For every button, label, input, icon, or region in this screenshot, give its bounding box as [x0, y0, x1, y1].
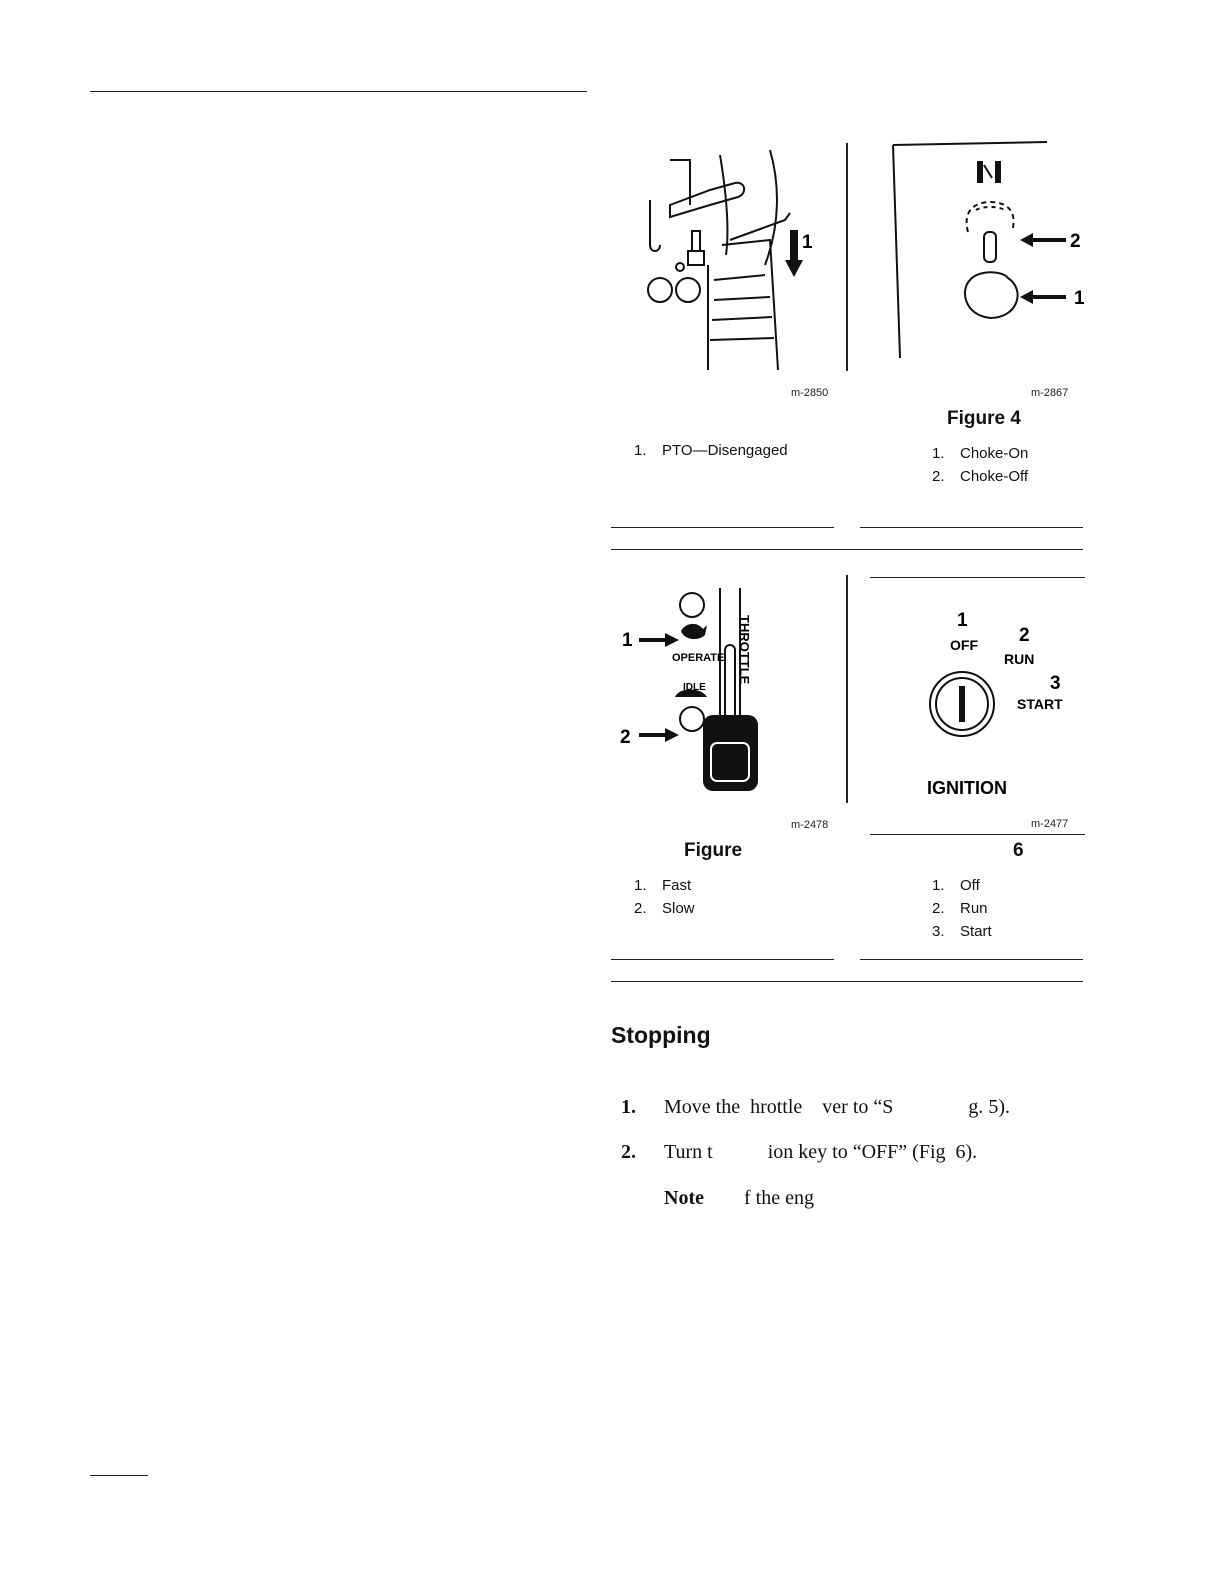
ignition-bottom-rule	[870, 834, 1085, 835]
ignition-label: IGNITION	[927, 778, 1007, 798]
ignition-illustration	[900, 600, 1085, 800]
note-text: f the eng	[743, 1187, 814, 1209]
footer-rule	[90, 1475, 148, 1476]
legend-item: 1. PTO—Disengaged	[634, 442, 788, 459]
ignition-off-label: OFF	[950, 637, 978, 653]
pto-illustration	[630, 145, 840, 380]
legend-item: 1. Fast	[634, 877, 692, 894]
throttle-callout-1: 1	[622, 630, 633, 651]
ignition-run-label: RUN	[1004, 651, 1035, 667]
section-heading: Stopping	[611, 1022, 711, 1048]
note	[654, 1164, 814, 1210]
step-item	[611, 1073, 1010, 1119]
ignition-callout-3: 3	[1050, 673, 1061, 694]
legend-item: 1. Off	[932, 877, 980, 894]
throttle-figure-title: Figure	[684, 840, 743, 861]
figure-rule	[860, 959, 1083, 960]
choke-illustration	[890, 140, 1090, 365]
throttle-vertical-label: THROTTLE	[737, 615, 752, 685]
legend-item: 2. Run	[932, 900, 988, 917]
step-number: 2.	[621, 1141, 636, 1163]
figure-rule	[611, 527, 834, 528]
throttle-idle-label: IDLE	[683, 682, 706, 693]
choke-callout-2: 2	[1070, 231, 1081, 252]
pto-callout-1: 1	[802, 232, 813, 253]
choke-figure-code: m-2867	[1031, 387, 1069, 399]
throttle-illustration	[615, 585, 840, 800]
ignition-legend	[932, 874, 992, 943]
ignition-callout-2: 2	[1019, 625, 1030, 646]
ignition-figure-title: 6	[1013, 840, 1024, 861]
figure-rule	[860, 527, 1083, 528]
throttle-operate-label: OPERATE	[672, 652, 725, 664]
header-rule	[90, 91, 587, 92]
figure-divider-top	[846, 143, 848, 371]
ignition-top-rule	[870, 577, 1085, 578]
pto-legend	[634, 442, 788, 459]
legend-item: 1. Choke-On	[932, 445, 1029, 462]
step-item	[611, 1118, 977, 1164]
step-number: 1.	[621, 1096, 636, 1118]
figure-rule	[611, 549, 1083, 550]
legend-item: 2. Choke-Off	[932, 468, 1029, 485]
ignition-callout-1: 1	[957, 610, 968, 631]
ignition-start-label: START	[1017, 696, 1063, 712]
figure-rule	[611, 959, 834, 960]
figure-rule	[611, 981, 1083, 982]
ignition-figure-code: m-2477	[1031, 818, 1069, 830]
step-text: Turn t ion key to “OFF” (Fig 6).	[664, 1141, 978, 1163]
throttle-figure-code: m-2478	[791, 819, 829, 831]
legend-item: 3. Start	[932, 923, 992, 940]
choke-figure-title: Figure 4	[947, 408, 1021, 429]
choke-callout-1: 1	[1074, 288, 1085, 309]
figure-divider-middle	[846, 575, 848, 803]
note-spacer	[704, 1187, 744, 1209]
throttle-legend	[634, 874, 695, 920]
pto-figure-code: m-2850	[791, 387, 829, 399]
throttle-callout-2: 2	[620, 727, 631, 748]
note-label: Note	[664, 1187, 704, 1209]
step-text: Move the hrottle ver to “S g. 5).	[664, 1096, 1011, 1118]
choke-legend	[932, 442, 1028, 488]
legend-item: 2. Slow	[634, 900, 695, 917]
